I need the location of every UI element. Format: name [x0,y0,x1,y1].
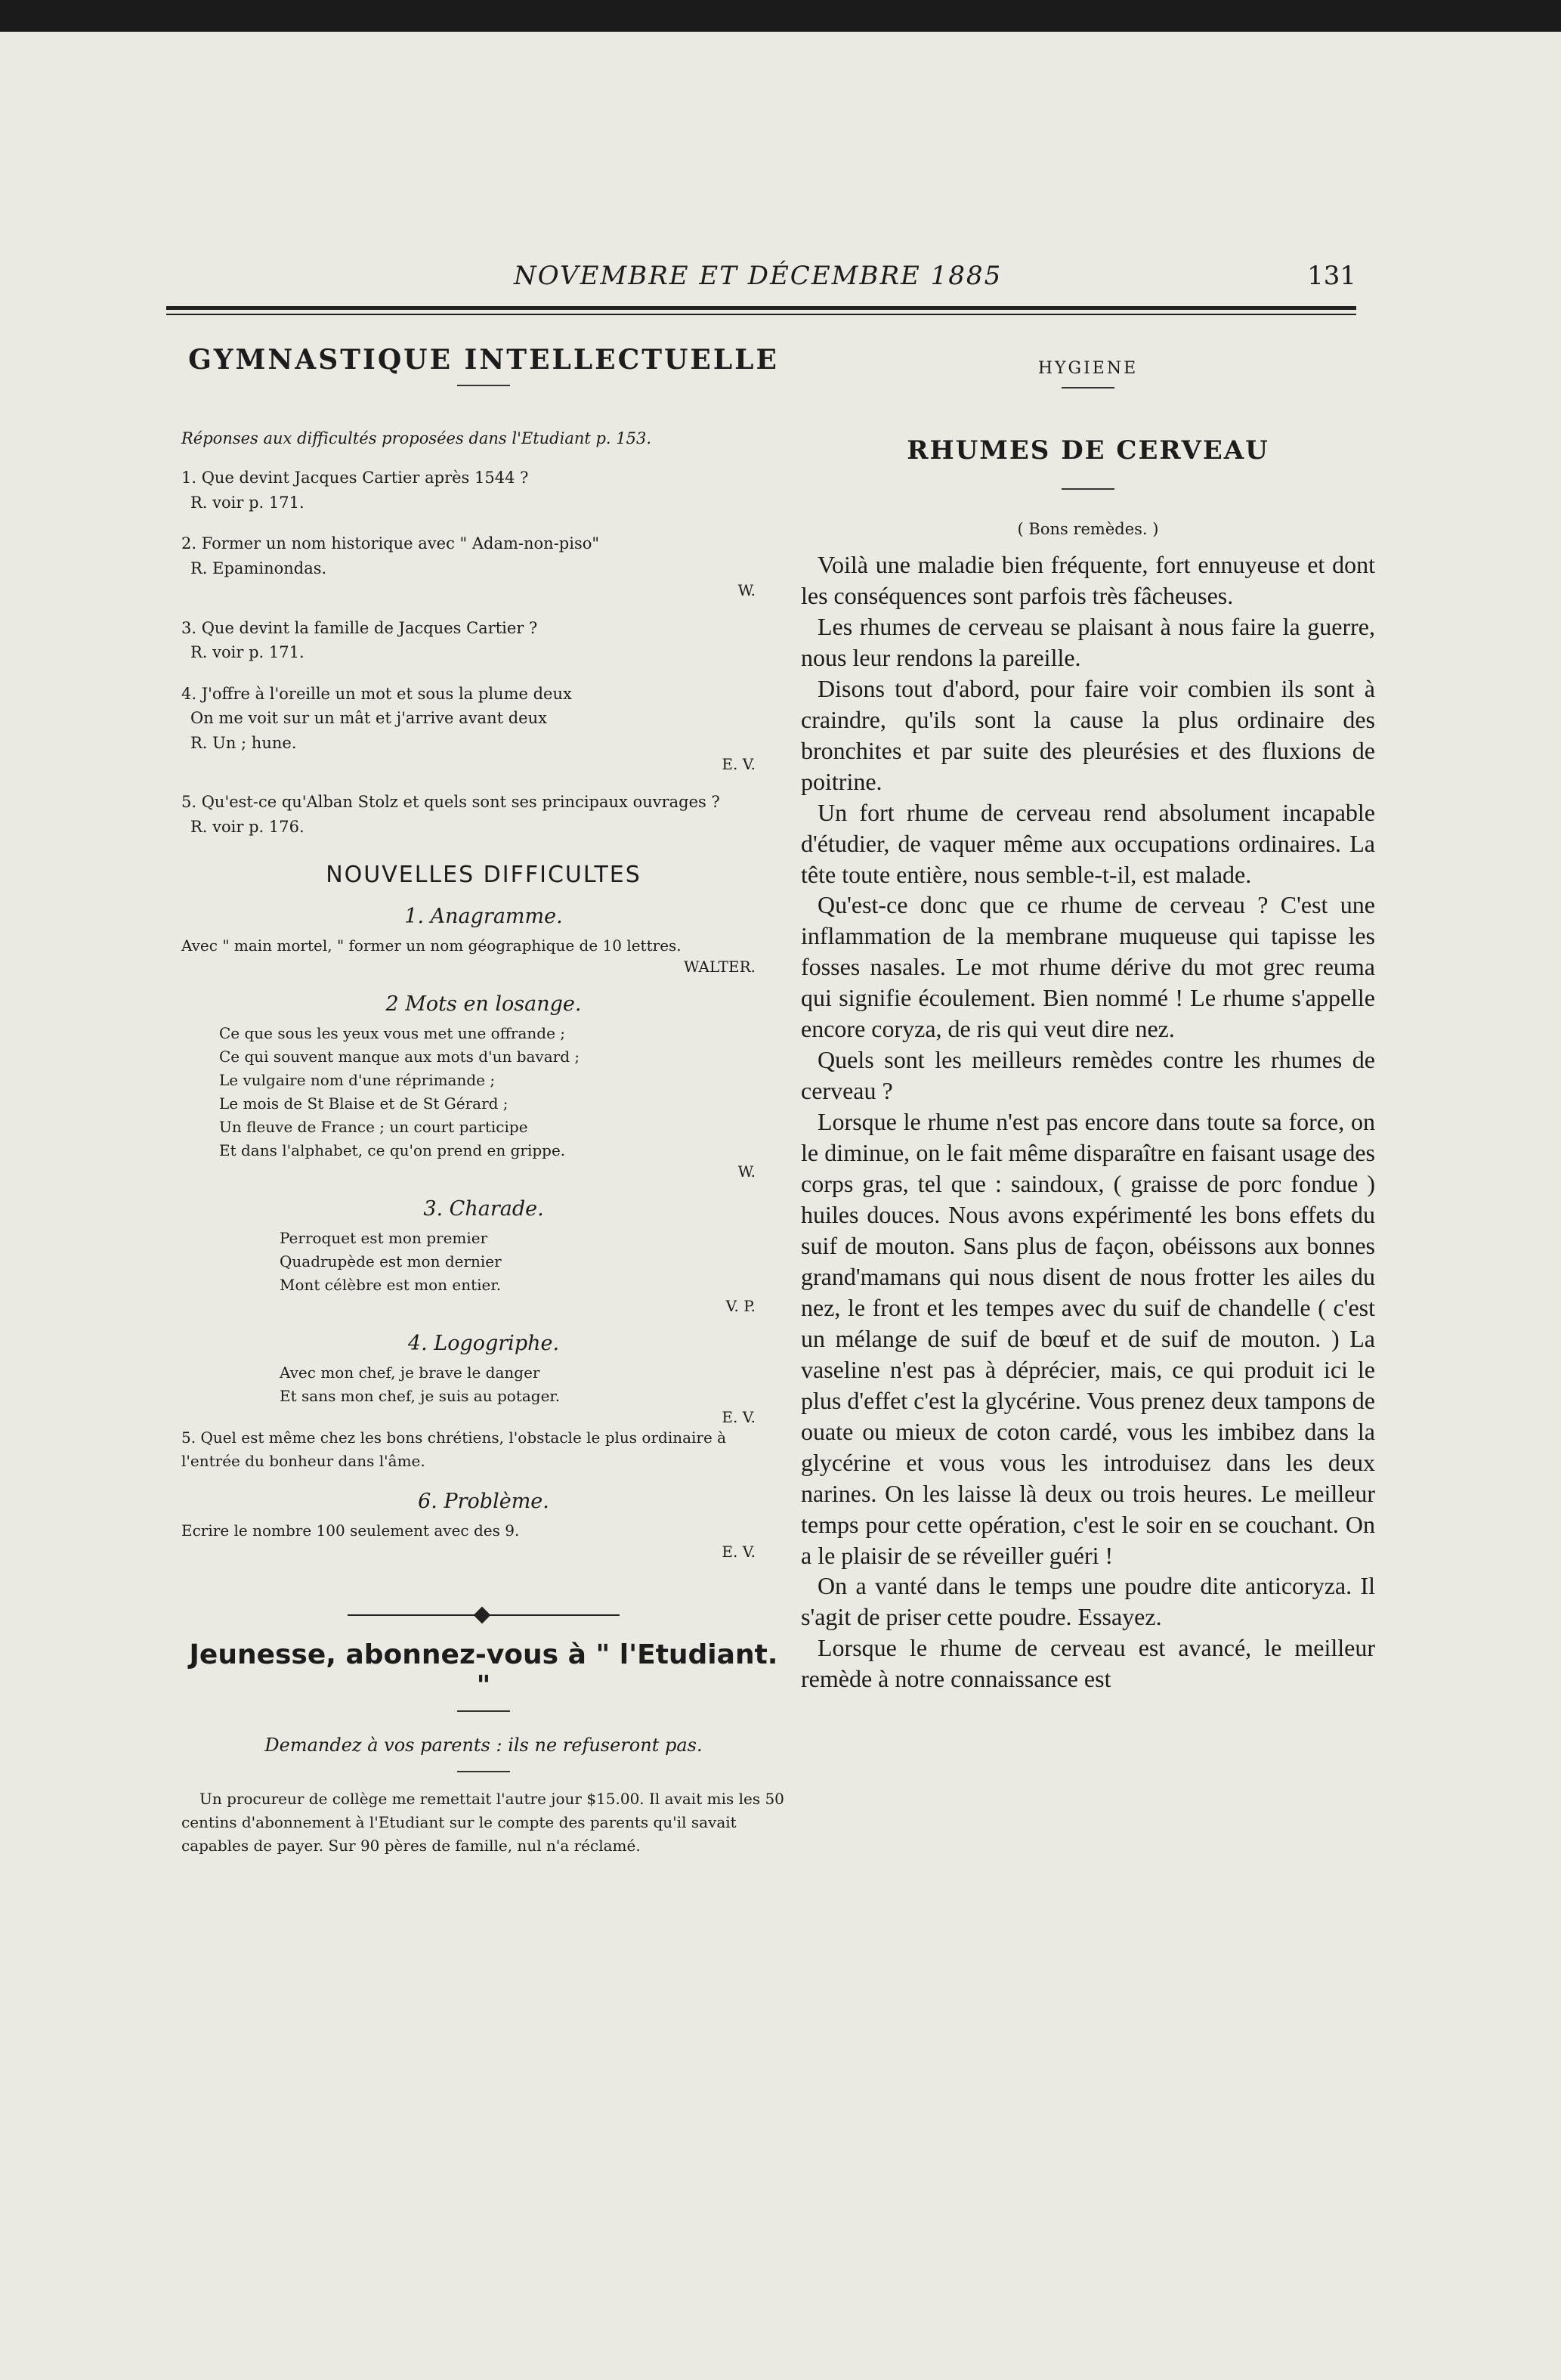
answers-intro: Réponses aux difficultés proposées dans l'Etudiant p. 153. [181,429,652,447]
poem-line: Le mois de St Blaise et de St Gérard ; [219,1094,508,1113]
divider [457,385,510,386]
ornament-diamond [474,1607,491,1624]
poem-line: Un fleuve de France ; un court participe [219,1118,528,1137]
subscribe-subline: Demandez à vos parents : ils ne refuseront pas. [264,1735,703,1756]
answer-5: R. voir p. 176. [190,817,304,836]
article-subtitle: ( Bons remèdes. ) [1017,520,1159,538]
question-1: 1. Que devint Jacques Cartier après 1544 ? [181,469,529,487]
poem-line: Perroquet est mon premier [280,1229,488,1248]
header-rule-thin [166,314,1356,315]
question-3: 3. Que devint la famille de Jacques Cartier ? [181,618,538,637]
item-1-title [181,905,786,928]
item-3-title [181,1197,786,1221]
article-paragraph: On a vanté dans le temps une poudre dite anticoryza. Il s'agit de priser cette poudre. Essayez. [801,1572,1375,1631]
poem-line: Quadrupède est mon dernier [280,1252,502,1271]
header-date: NOVEMBRE ET DÉCEMBRE 1885 [514,261,1003,291]
item-3-poem [181,1227,786,1297]
signature: V. P. [725,1297,756,1316]
scan-edge [0,0,1561,32]
signature: W. [737,1162,756,1181]
page-number: 131 [1307,261,1356,291]
section-heading-gymnastique: GYMNASTIQUE INTELLECTUELLE [188,344,779,376]
article-paragraph: Quels sont les meilleurs remèdes contre les rhumes de cerveau ? [801,1046,1375,1105]
item-2-poem [181,1022,786,1162]
item-3-title-text: 3. Charade. [423,1197,544,1221]
item-5-text: 5. Quel est même chez les bons chrétiens, l'obstacle le plus ordinaire à l'entrée du bonheur dans l'âme. [181,1428,727,1471]
article-paragraph: Disons tout d'abord, pour faire voir combien ils sont à craindre, qu'ils sont la cause la plus ordinaire des bronchites et par suite des pleurésies et des fluxions de poitrine. [801,674,1375,795]
header-rule [166,306,1356,310]
article-paragraph: Lorsque le rhume de cerveau est avancé, le meilleur remède à notre connaissance est [801,1634,1375,1693]
page-header [166,261,1356,306]
new-difficulties-heading: NOUVELLES DIFFICULTES [326,862,641,889]
poem-line: Ce que sous les yeux vous met une offrande ; [219,1024,566,1043]
divider [457,1710,510,1712]
ornament-divider [348,1606,620,1624]
item-2-title [181,992,786,1016]
answer-4: R. Un ; hune. [190,733,297,752]
item-6-title-text: 6. Problème. [418,1490,549,1514]
poem-line: Ce qui souvent manque aux mots d'un bavard ; [219,1048,580,1066]
right-column [801,344,1375,1694]
poem-line: Avec mon chef, je brave le danger [280,1363,540,1382]
signature: E. V. [722,1543,756,1561]
article-paragraph: Un fort rhume de cerveau rend absolument incapable d'étudier, de vaquer même aux occupations ordinaires. La tête toute entière, nous semble-t-il, est malade. [801,798,1375,888]
item-4-title [181,1332,786,1355]
signature: W. [737,580,756,599]
item-4-poem [181,1361,786,1408]
answer-3: R. voir p. 171. [190,643,304,662]
item-6-text: Ecrire le nombre 100 seulement avec des 9. [181,1521,520,1540]
item-2-title-text: 2 Mots en losange. [385,992,582,1017]
answer-2: R. Epaminondas. [190,559,327,577]
article-paragraph: Les rhumes de cerveau se plaisant à nous faire la guerre, nous leur rendons la pareille. [801,612,1375,671]
left-column [181,344,786,1858]
subscribe-headline: Jeunesse, abonnez-vous à " l'Etudiant. " [189,1639,778,1702]
article-paragraph: Qu'est-ce donc que ce rhume de cerveau ? C'est une inflammation de la membrane muqueuse qui tapisse les fosses nasales. Le mot rhume dérive du mot grec reuma qui signifie écoulement. Bien nommé ! Le rhume s'appelle encore coryza, de ris qui veut dire nez. [801,891,1375,1043]
divider [1062,488,1114,490]
item-6-title [181,1490,786,1513]
question-4: 4. J'offre à l'oreille un mot et sous la plume deux [181,684,572,703]
article-paragraph: Lorsque le rhume n'est pas encore dans toute sa force, on le diminue, on le fait même disparaître en faisant usage des corps gras, tel que : saindoux, ( graisse de porc fondue ) huiles douces. Nous avons expérimenté les bons effets du suif de mouton. Sans plus de façon, obéissons aux bonnes grand'mamans qui nous disent de nous frotter les ailes du nez, le front et les tempes avec du suif de chandelle ( c'est un mélange de suif de bœuf et de suif de mouton. ) La vaseline n'est pas à déprécier, mais, ce qui produit ici le plus d'effet c'est la glycérine. Vous prenez deux tampons de ouate ou mieux de coton cardé, vous les imbibez dans la glycérine et vous vous les introduisez dans les deux narines. On les laisse là deux ou trois heures. Le meilleur temps pour cette opération, c'est le soir en se couchant. On a le plaisir de se réveiller guéri ! [801,1108,1375,1569]
signature: WALTER. [683,958,756,976]
article-paragraph: Voilà une maladie bien fréquente, fort ennuyeuse et dont les conséquences sont parfois très fâcheuses. [801,551,1375,609]
poem-line: Mont célèbre est mon entier. [280,1276,502,1295]
signature: E. V. [722,1408,756,1427]
poem-line: Et dans l'alphabet, ce qu'on prend en grippe. [219,1141,566,1160]
item-4-title-text: 4. Logogriphe. [407,1332,560,1356]
final-paragraph: Un procureur de collège me remettait l'autre jour $15.00. Il avait mis les 50 centins d'abonnement à l'Etudiant sur le compte des parents qu'il savait capables de payer. Sur 90 pères de famille, nul n'a réclamé. [181,1790,784,1855]
item-1-text: Avec " main mortel, " former un nom géographique de 10 lettres. [181,936,682,955]
question-5: 5. Qu'est-ce qu'Alban Stolz et quels sont ses principaux ouvrages ? [181,793,720,812]
divider [457,1771,510,1772]
poem-line: Le vulgaire nom d'une réprimande ; [219,1071,496,1090]
section-label-hygiene: HYGIENE [1037,359,1139,378]
poem-line: Et sans mon chef, je suis au potager. [280,1387,561,1406]
question-2: 2. Former un nom historique avec " Adam-non-piso" [181,534,600,553]
signature: E. V. [722,755,756,774]
divider [1062,387,1114,388]
question-4-line2: On me voit sur un mât et j'arrive avant deux [190,709,547,728]
article-title: RHUMES DE CERVEAU [907,435,1269,466]
item-1-title-text: 1. Anagramme. [404,905,563,929]
answer-1: R. voir p. 171. [190,493,304,512]
